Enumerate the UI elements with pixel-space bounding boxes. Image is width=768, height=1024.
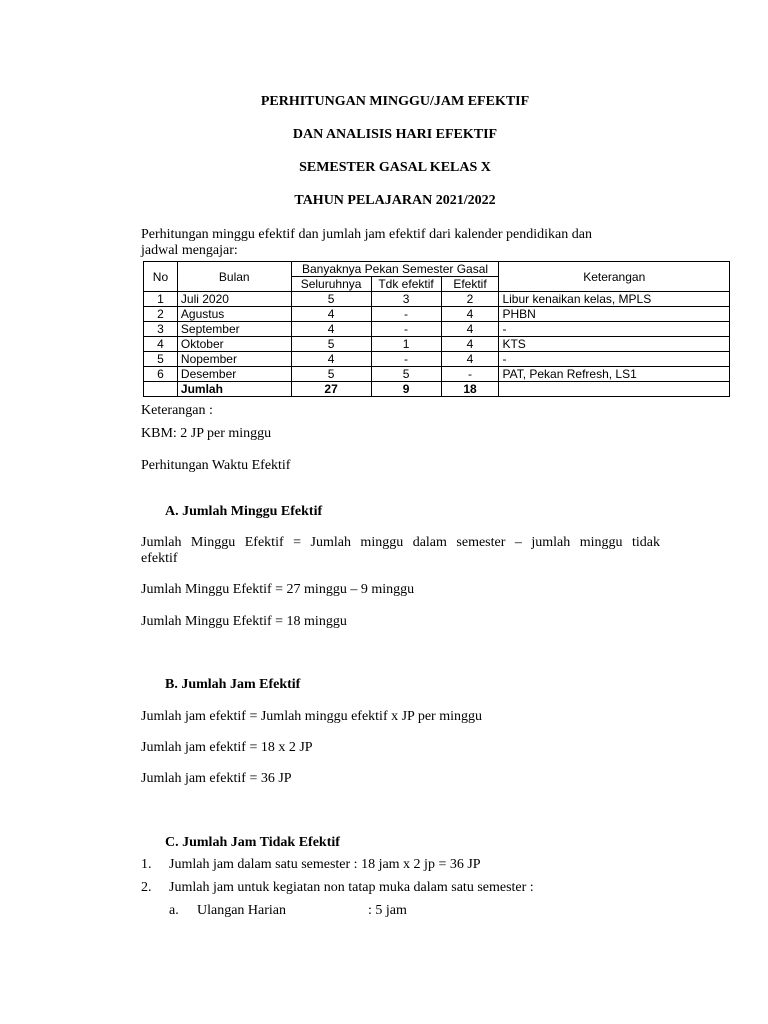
cell-seluruhnya: 4 [291, 352, 371, 367]
header-tdk-efektif: Tdk efektif [371, 277, 441, 292]
kbm-text: KBM: 2 JP per minggu [141, 426, 272, 441]
cell-bulan: Agustus [177, 307, 291, 322]
cell-keterangan: PAT, Pekan Refresh, LS1 [499, 367, 730, 382]
section-b-heading: B. Jumlah Jam Efektif [165, 677, 301, 692]
cell-efektif: 4 [441, 307, 499, 322]
cell-bulan: Juli 2020 [177, 292, 291, 307]
intro-line-1: Perhitungan minggu efektif dan jumlah jam efektif dari kalender pendidikan dan [141, 227, 592, 242]
section-c-sub-a-letter: a. [169, 903, 179, 918]
section-b-line-2: Jumlah jam efektif = 18 x 2 JP [141, 740, 313, 755]
cell-efektif: 4 [441, 352, 499, 367]
section-a-line-1: Jumlah Minggu Efektif = Jumlah minggu dalam semester – jumlah minggu tidak [141, 535, 660, 550]
cell-keterangan: - [499, 322, 730, 337]
table-row [144, 292, 730, 307]
table-header-row [144, 262, 730, 277]
cell-seluruhnya: 4 [291, 307, 371, 322]
cell-bulan: September [177, 322, 291, 337]
title-line-1: PERHITUNGAN MINGGU/JAM EFEKTIF [260, 94, 530, 109]
cell-tdk-efektif: 3 [371, 292, 441, 307]
section-a-heading: A. Jumlah Minggu Efektif [165, 504, 323, 519]
title-line-4: TAHUN PELAJARAN 2021/2022 [294, 193, 496, 208]
total-label: Jumlah [177, 382, 291, 397]
cell-tdk-efektif: - [371, 322, 441, 337]
cell-no: 3 [144, 322, 178, 337]
cell-seluruhnya: 4 [291, 322, 371, 337]
cell-seluruhnya: 5 [291, 367, 371, 382]
header-no: No [144, 262, 178, 292]
cell-no-empty [144, 382, 178, 397]
section-c-item-2-number: 2. [141, 880, 152, 895]
title-line-2: DAN ANALISIS HARI EFEKTIF [292, 127, 498, 142]
cell-no: 2 [144, 307, 178, 322]
total-seluruhnya: 27 [291, 382, 371, 397]
cell-bulan: Nopember [177, 352, 291, 367]
cell-efektif: 4 [441, 322, 499, 337]
title-line-3: SEMESTER GASAL KELAS X [299, 160, 491, 175]
section-a-line-2: Jumlah Minggu Efektif = 27 minggu – 9 minggu [141, 582, 415, 597]
cell-bulan: Desember [177, 367, 291, 382]
section-a-line-1b: efektif [141, 551, 178, 566]
effective-week-table [143, 261, 730, 397]
cell-no: 6 [144, 367, 178, 382]
section-c-sub-a-value: : 5 jam [368, 903, 407, 918]
table-total-row [144, 382, 730, 397]
section-c-item-2: Jumlah jam untuk kegiatan non tatap muka dalam satu semester : [169, 880, 534, 895]
cell-tdk-efektif: 5 [371, 367, 441, 382]
header-efektif: Efektif [441, 277, 499, 292]
section-c-item-1: Jumlah jam dalam satu semester : 18 jam x 2 jp = 36 JP [169, 857, 481, 872]
cell-no: 5 [144, 352, 178, 367]
header-group: Banyaknya Pekan Semester Gasal [291, 262, 499, 277]
header-seluruhnya: Seluruhnya [291, 277, 371, 292]
cell-tdk-efektif: - [371, 352, 441, 367]
table-row [144, 352, 730, 367]
cell-keterangan: PHBN [499, 307, 730, 322]
table-row [144, 367, 730, 382]
intro-line-2: jadwal mengajar: [141, 243, 238, 258]
total-tdk-efektif: 9 [371, 382, 441, 397]
cell-bulan: Oktober [177, 337, 291, 352]
cell-keterangan: KTS [499, 337, 730, 352]
cell-efektif: - [441, 367, 499, 382]
header-keterangan: Keterangan [499, 262, 730, 292]
section-c-heading: C. Jumlah Jam Tidak Efektif [165, 835, 340, 850]
cell-seluruhnya: 5 [291, 292, 371, 307]
cell-efektif: 4 [441, 337, 499, 352]
section-b-line-3: Jumlah jam efektif = 36 JP [141, 771, 292, 786]
cell-tdk-efektif: 1 [371, 337, 441, 352]
table-row [144, 337, 730, 352]
cell-tdk-efektif: - [371, 307, 441, 322]
cell-keterangan: - [499, 352, 730, 367]
section-c-item-1-number: 1. [141, 857, 152, 872]
section-a-line-3: Jumlah Minggu Efektif = 18 minggu [141, 614, 347, 629]
cell-seluruhnya: 5 [291, 337, 371, 352]
section-b-line-1: Jumlah jam efektif = Jumlah minggu efektif x JP per minggu [141, 709, 482, 724]
waktu-efektif-title: Perhitungan Waktu Efektif [141, 458, 291, 473]
cell-keterangan: Libur kenaikan kelas, MPLS [499, 292, 730, 307]
header-bulan: Bulan [177, 262, 291, 292]
table-row [144, 307, 730, 322]
total-efektif: 18 [441, 382, 499, 397]
total-keterangan [499, 382, 730, 397]
cell-efektif: 2 [441, 292, 499, 307]
section-c-sub-a-label: Ulangan Harian [197, 903, 287, 918]
table-row [144, 322, 730, 337]
cell-no: 4 [144, 337, 178, 352]
keterangan-label: Keterangan : [141, 403, 213, 418]
cell-no: 1 [144, 292, 178, 307]
